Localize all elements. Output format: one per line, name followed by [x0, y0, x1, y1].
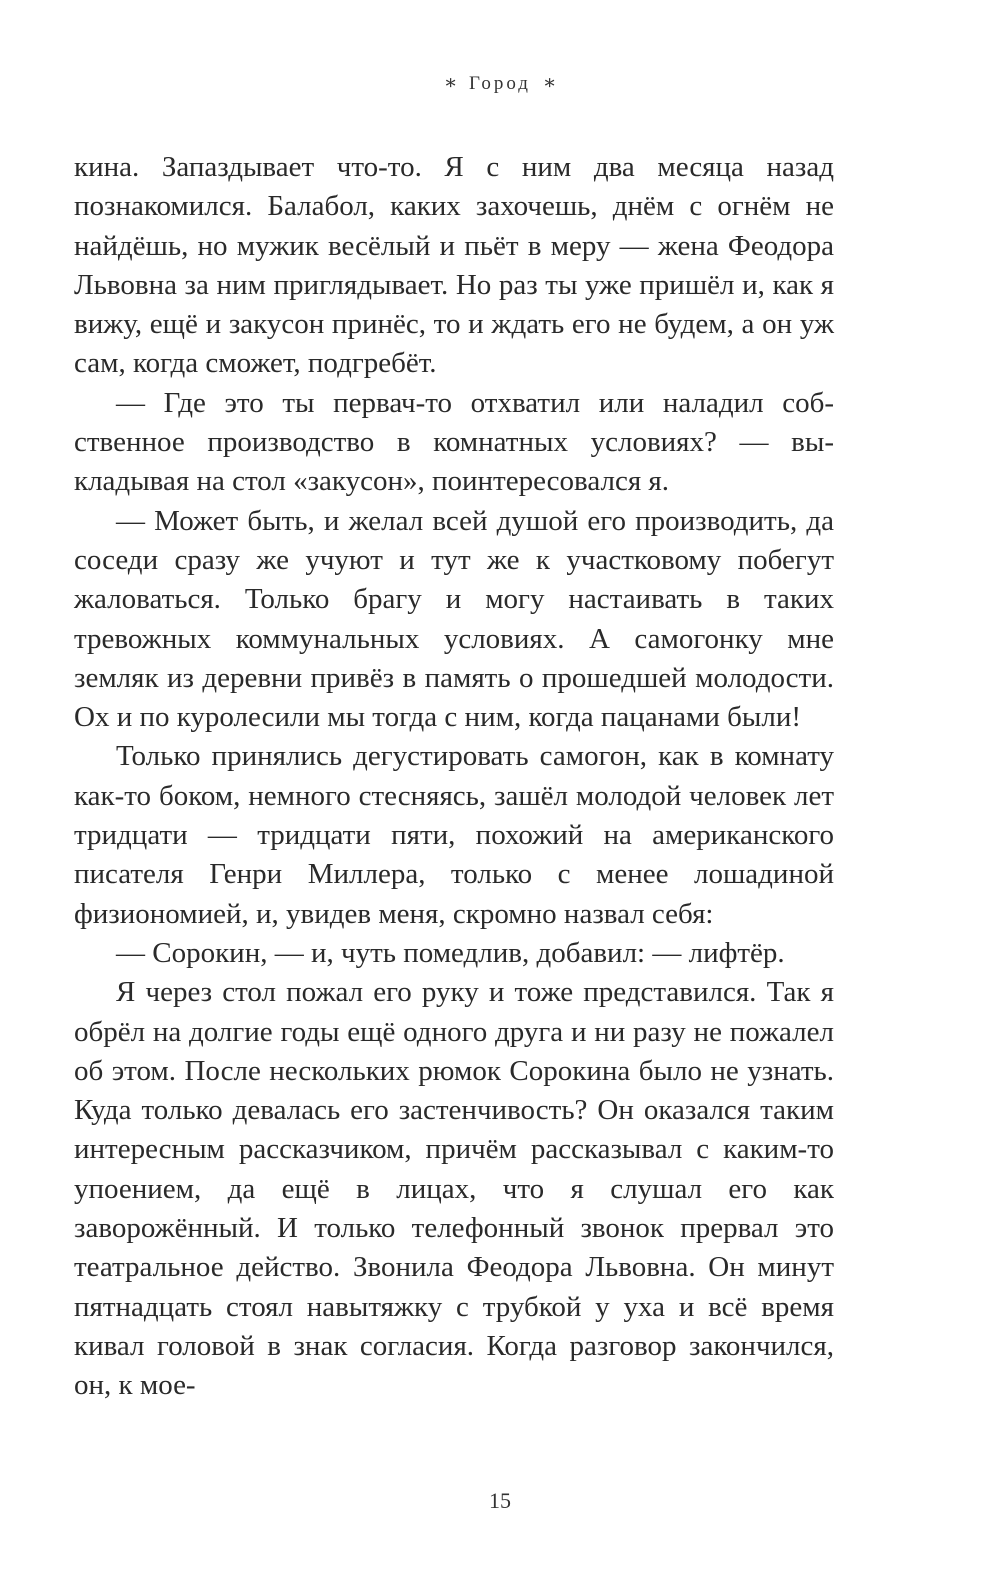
- paragraph-dialogue: — Сорокин, — и, чуть помедлив, добавил: — лифтёр.: [116, 936, 785, 969]
- asterisk-ornament-left: ∗: [443, 72, 458, 94]
- paragraph-dialogue: — Где это ты первач-то отхватил или наладил собственное производство в комнатных условиях? — выкладывая на стол «закусон», поинтересовался я.: [74, 386, 834, 498]
- paragraph-continued: кина. Запаздывает что-то. Я с ним два месяца назад познакомился. Балабол, каких захочешь, днём с огнём не найдёшь, но мужик весёлый и пьёт в меру — жена Феодора Львовна за ним приглядывает. Но раз ты уже пришёл и, как я вижу, ещё и закусон принёс, то и ждать его не будем, а он уж сам, когда сможет, подгребёт.: [74, 151, 834, 380]
- chapter-title: Город: [469, 73, 531, 94]
- body-text: [74, 148, 834, 1406]
- paragraph: Я через стол пожал его руку и тоже представился. Так я обрёл на долгие годы ещё одного друга и ни разу не пожалел об этом. После нескольких рюмок Сорокина было не узнать. Куда только девалась его застенчивость? Он оказался таким интересным рассказчиком, причём рассказывал с каким-то упоением, да ещё в лицах, что я слушал его как заворожённый. И только телефонный звонок прервал это театральное действо. Звонила Феодора Львовна. Он минут пятнадцать стоял навытяжку с трубкой у уха и всё время кивал головой в знак согласия. Когда разговор закончился, он, к мое-: [74, 976, 834, 1402]
- running-head: [0, 70, 1000, 95]
- paragraph: Только принялись дегустировать самогон, как в комнату как-то боком, немного стесняясь, зашёл молодой человек лет тридцати — тридцати пяти, похожий на американского писателя Генри Миллера, только с менее лошадиной физиономией, и, увидев меня, скромно назвал себя:: [74, 740, 834, 930]
- page-number: 15: [489, 1488, 511, 1513]
- asterisk-ornament-right: ∗: [542, 72, 557, 94]
- paragraph-dialogue: — Может быть, и желал всей душой его производить, да соседи сразу же учуют и тут же к участковому побегут жаловаться. Только брагу и могу настаивать в таких тревожных коммунальных условиях. А самогонку мне земляк из деревни привёз в память о прошедшей молодости. Ох и по куролесили мы тогда с ним, когда пацанами были!: [74, 504, 834, 734]
